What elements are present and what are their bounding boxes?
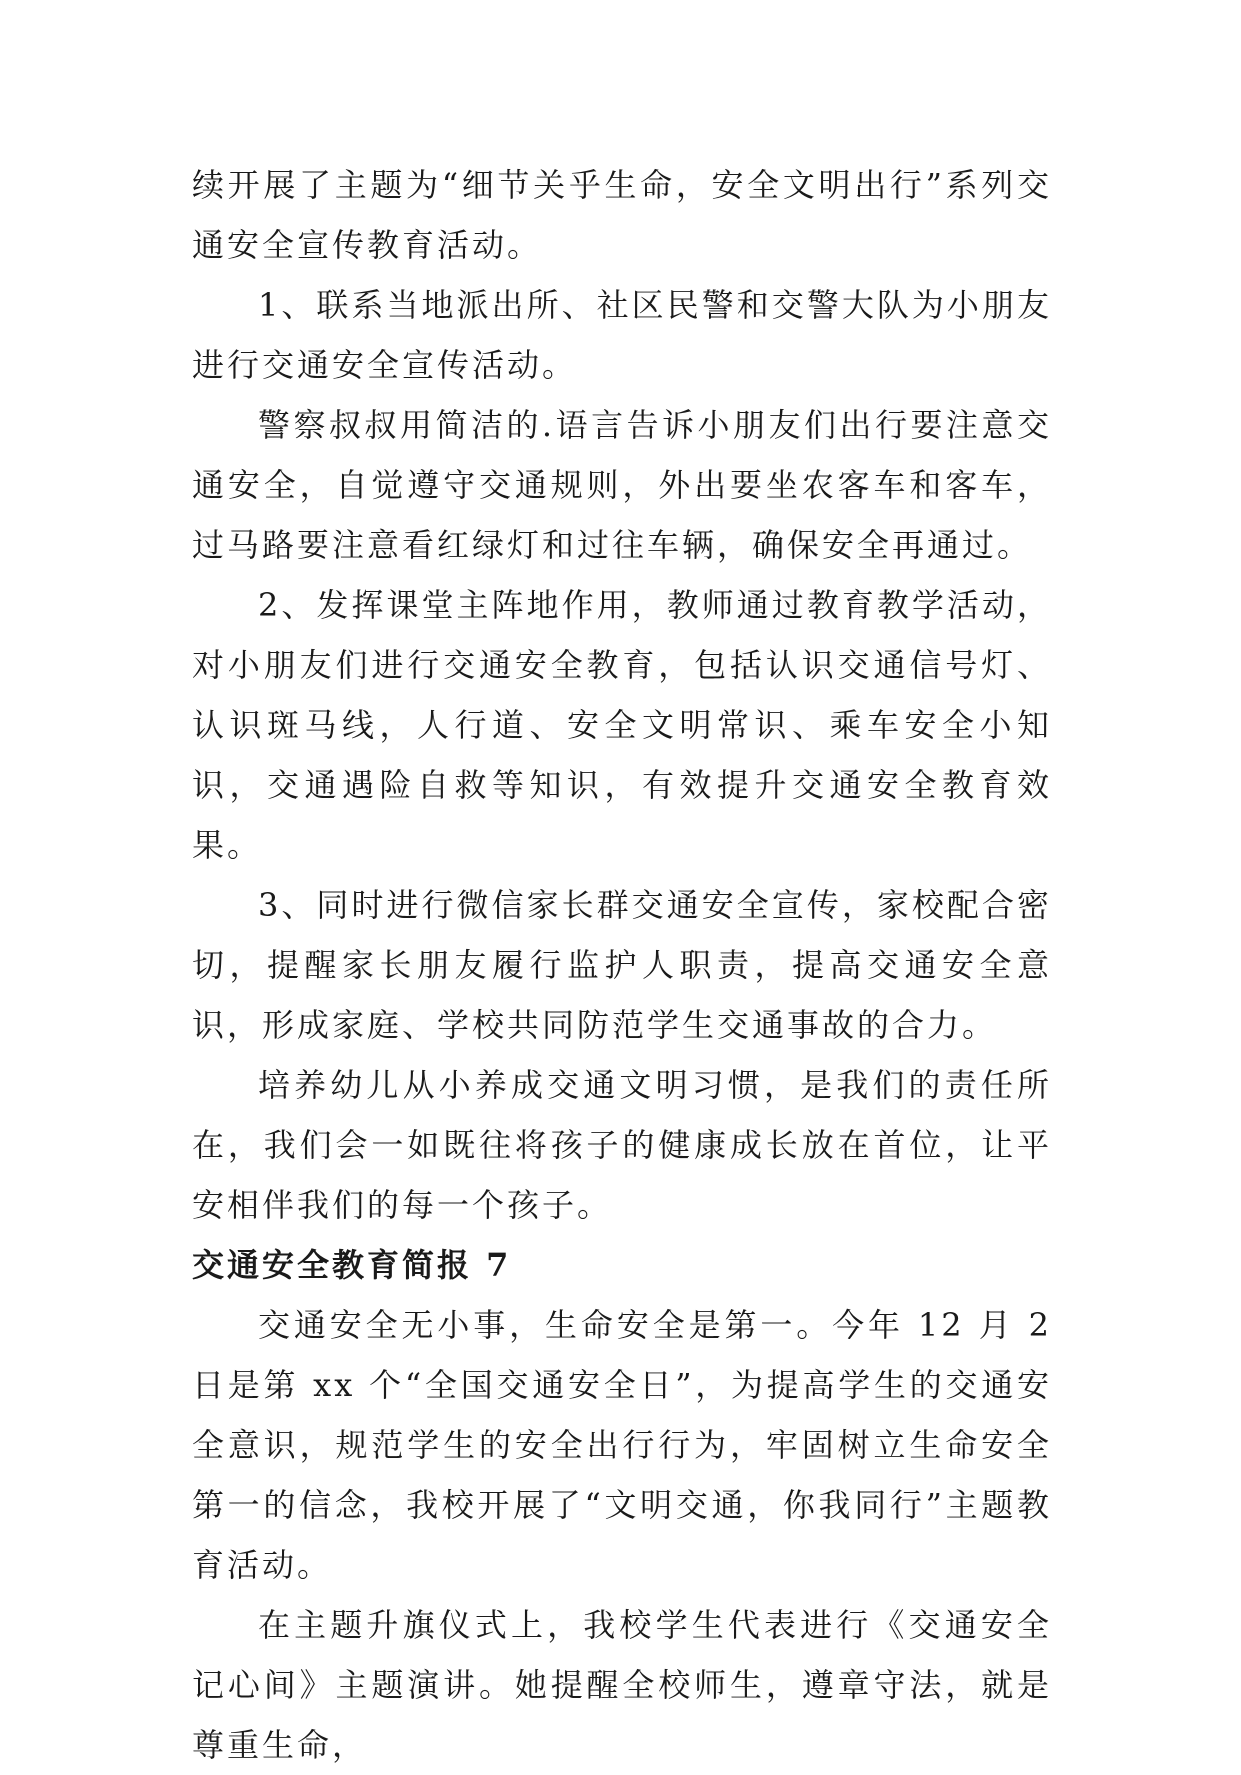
paragraph: 警察叔叔用简洁的.语言告诉小朋友们出行要注意交通安全，自觉遵守交通规则，外出要坐农客车和客车，过马路要注意看红绿灯和过往车辆，确保安全再通过。 (192, 406, 1052, 564)
paragraph: 1、联系当地派出所、社区民警和交警大队为小朋友进行交通安全宣传活动。 (192, 286, 1052, 384)
paragraph: 3、同时进行微信家长群交通安全宣传，家校配合密切，提醒家长朋友履行监护人职责，提高交通安全意识，形成家庭、学校共同防范学生交通事故的合力。 (192, 886, 1052, 1044)
paragraph: 交通安全无小事，生命安全是第一。今年 12 月 2 日是第 xx 个“全国交通安全日”，为提高学生的交通安全意识，规范学生的安全出行行为，牢固树立生命安全第一的信念，我校开展了“文明交通，你我同行”主题教育活动。 (192, 1306, 1052, 1584)
paragraph: 培养幼儿从小养成交通文明习惯，是我们的责任所在，我们会一如既往将孩子的健康成长放在首位，让平安相伴我们的每一个孩子。 (192, 1066, 1052, 1224)
section-title: 交通安全教育简报 7 (192, 1246, 512, 1284)
paragraph: 2、发挥课堂主阵地作用，教师通过教育教学活动，对小朋友们进行交通安全教育，包括认识交通信号灯、认识斑马线，人行道、安全文明常识、乘车安全小知识，交通遇险自救等知识，有效提升交通安全教育效果。 (192, 586, 1052, 864)
paragraph: 在主题升旗仪式上，我校学生代表进行《交通安全记心间》主题演讲。她提醒全校师生，遵章守法，就是尊重生命， (192, 1606, 1052, 1764)
document-body (192, 155, 1052, 1775)
paragraph: 续开展了主题为“细节关乎生命，安全文明出行”系列交通安全宣传教育活动。 (192, 166, 1052, 264)
